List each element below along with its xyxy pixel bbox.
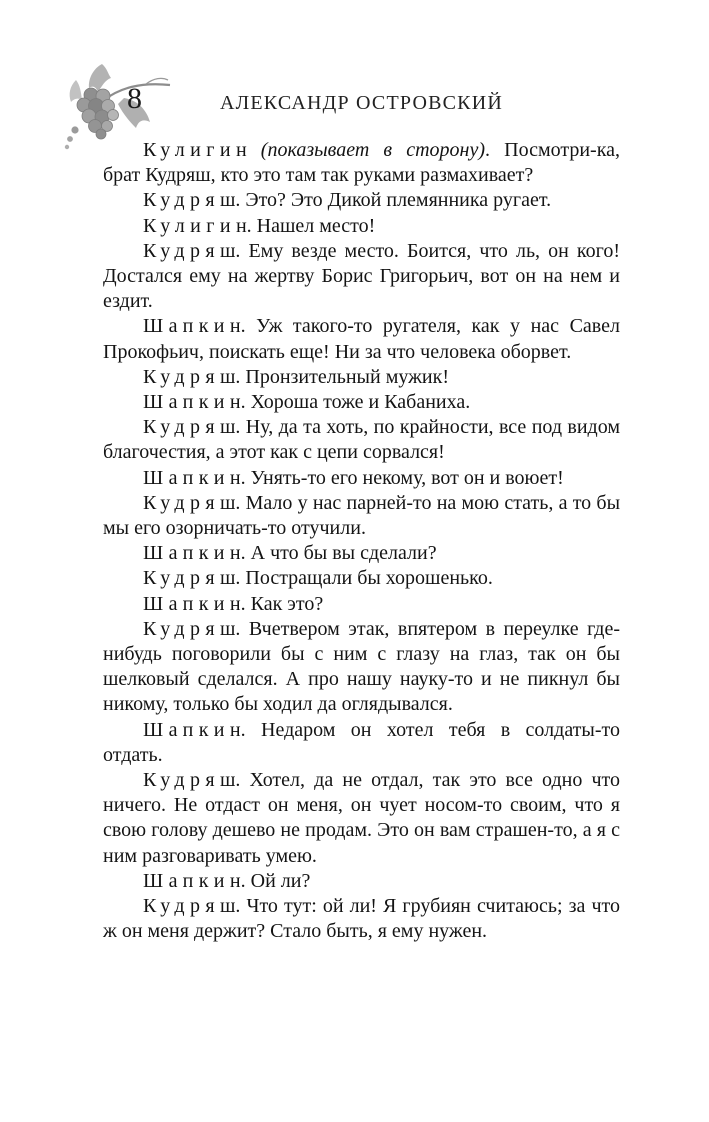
dialogue-paragraph <box>103 138 620 188</box>
speaker-name: Кудряш <box>143 365 241 388</box>
speaker-name: Шапкин <box>143 466 247 489</box>
speaker-name: Шапкин <box>143 542 247 565</box>
dialogue-line: . Что тут: ой ли! Я грубиян считаюсь; за что ж он меня держит? Стало быть, я ему нужен. <box>103 895 620 943</box>
dialogue-paragraph <box>103 592 620 617</box>
dialogue-line: . Ну, да та хоть, по крайности, все под видом благочестия, а этот как с цепи сорвался! <box>103 416 620 464</box>
stage-direction: (показывает в сторону) <box>246 139 485 161</box>
dialogue-paragraph <box>103 239 620 315</box>
dialogue-line: . Ой ли? <box>240 869 311 892</box>
dialogue-line: . Вчетвером этак, впятером в переулке где-нибудь поговорили бы с ним с глазу на глаз, так он бы шелковый сделался. А про нашу науку-то и не пикнул бы никому, только бы ходил да оглядывался. <box>103 617 620 716</box>
dialogue-line: . Унять-то его некому, вот он и воюет! <box>240 466 564 489</box>
dialogue-line: . Нашел место! <box>246 214 376 237</box>
speaker-name: Кудряш <box>143 895 241 918</box>
speaker-name: Шапкин <box>143 869 247 892</box>
dialogue-paragraph <box>103 188 620 213</box>
speaker-name: Кудряш <box>143 617 241 640</box>
speaker-name: Шапкин <box>143 391 247 414</box>
dialogue-line: . Как это? <box>240 592 324 615</box>
speaker-name: Кулигин <box>143 139 253 161</box>
dialogue-line: . Пронзительный мужик! <box>235 365 449 388</box>
dialogue-paragraph <box>103 617 620 718</box>
dialogue-paragraph <box>103 390 620 415</box>
dialogue-line: . Постращали бы хорошенько. <box>235 567 493 590</box>
speaker-name: Кудряш <box>143 491 241 514</box>
speaker-name: Кудряш <box>143 189 241 212</box>
dialogue-paragraph <box>103 894 620 944</box>
dialogue-paragraph <box>103 466 620 491</box>
dialogue-paragraph <box>103 491 620 541</box>
speaker-name: Кудряш <box>143 567 241 590</box>
speaker-name: Кудряш <box>143 769 241 792</box>
running-header: АЛЕКСАНДР ОСТРОВСКИЙ <box>219 92 504 114</box>
dialogue-line: . Ему везде место. Боится, что ль, он кого! Достался ему на жертву Борис Григорьич, вот он на нем и ездит. <box>103 239 620 313</box>
dialogue-line: . Мало у нас парней-то на мою стать, а то бы мы его озорничать-то отучили. <box>103 491 620 540</box>
speaker-name: Шапкин <box>143 592 247 615</box>
dialogue-paragraph <box>103 566 620 591</box>
dialogue-line: . Хороша тоже и Кабаниха. <box>240 391 471 414</box>
dialogue-paragraph <box>103 214 620 239</box>
dialogue-line: . Это? Это Дикой племянника ругает. <box>235 189 552 212</box>
dialogue-line: . А что бы вы сделали? <box>240 542 437 565</box>
dialogue-paragraph <box>103 314 620 364</box>
speaker-name: Шапкин <box>143 718 247 741</box>
dialogue-paragraph <box>103 541 620 566</box>
dialogue-paragraph <box>103 365 620 390</box>
dialogue-paragraph <box>103 718 620 768</box>
speaker-name: Шапкин <box>143 315 247 338</box>
dialogue-line: . Хотел, да не отдал, так это все одно что ничего. Не отдаст он меня, он чует носом-то своим, что я свою голову дешево не продам. Это он вам страшен-то, а я с ним разговаривать умею. <box>103 769 620 867</box>
dialogue-paragraph <box>103 768 620 869</box>
dialogue-line: . Уж такого-то ругателя, как у нас Савел Прокофьич, поискать еще! Ни за что человека оборвет. <box>103 315 620 363</box>
dialogue-paragraph <box>103 415 620 465</box>
dialogue-line: . Посмотри-ка, брат Кудряш, кто это там так руками размахивает? <box>103 139 620 187</box>
speaker-name: Кудряш <box>143 416 241 439</box>
dialogue-paragraph <box>103 869 620 894</box>
page-number: 8 <box>127 82 142 115</box>
dialogue-line: . Недаром он хотел тебя в солдаты-то отдать. <box>103 718 620 766</box>
speaker-name: Кулигин <box>143 214 253 237</box>
dialogue-text-column <box>103 138 620 945</box>
speaker-name: Кудряш <box>143 239 241 262</box>
